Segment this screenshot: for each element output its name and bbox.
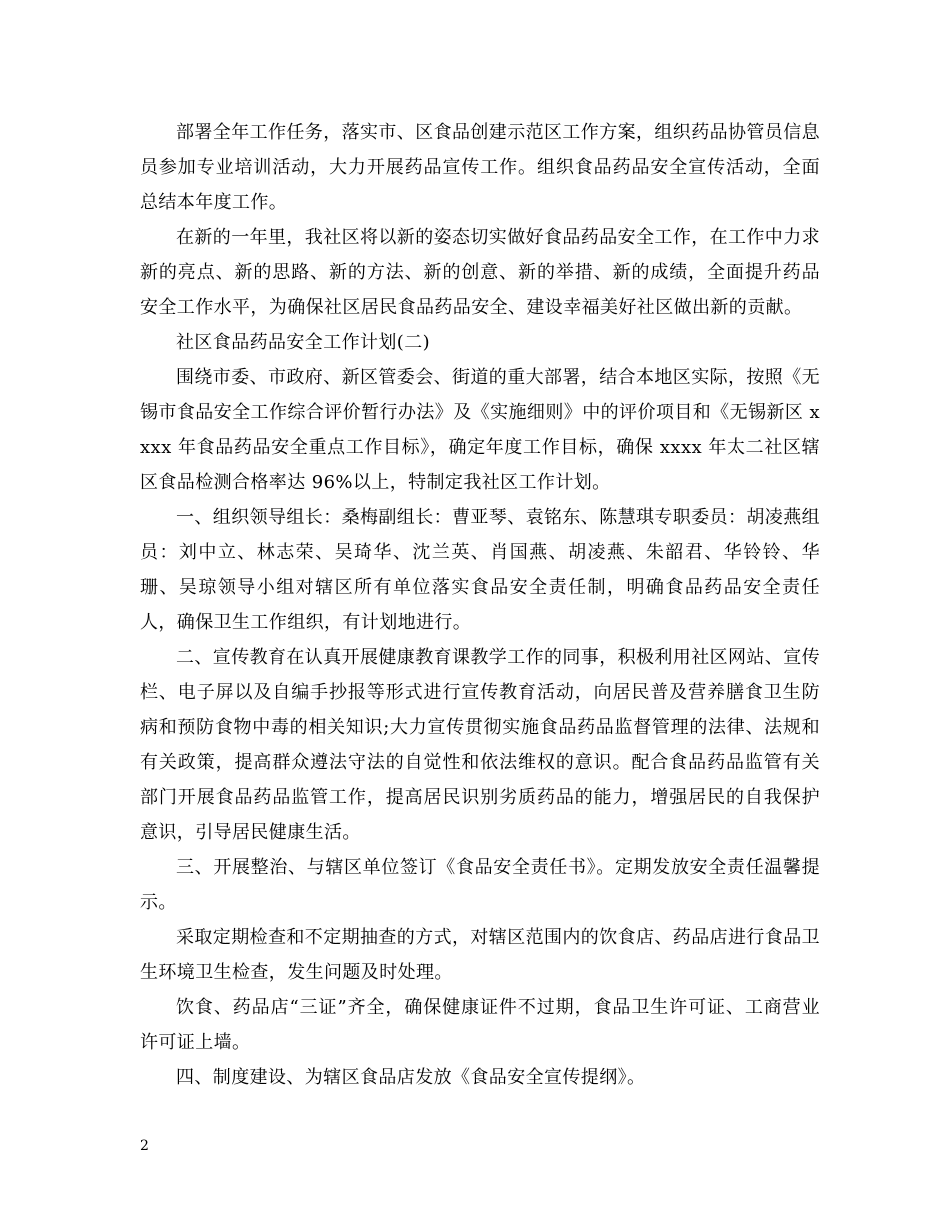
paragraph-6: 二、宣传教育在认真开展健康教育课教学工作的同事，积极利用社区网站、宣传栏、电子屏以及自编手抄报等形式进行宣传教育活动，向居民普及营养膳食卫生防病和预防食物中毒的相关知识;大力宣传贯彻实施食品药品监督管理的法律、法规和有关政策，提高群众遵法守法的自觉性和依法维权的意识。配合食品药品监管有关部门开展食品药品监管工作，提高居民识别劣质药品的能力，增强居民的自我保护意识，引导居民健康生活。 bbox=[140, 647, 820, 843]
paragraph-4: 围绕市委、市政府、新区管委会、街道的重大部署，结合本地区实际，按照《无锡市食品安全工作综合评价暂行办法》及《实施细则》中的评价项目和《无锡新区 xxxx 年食品药品安全重点工作目标》，确定年度工作目标，确保 xxxx 年太二社区辖区食品检测合格率达 96%以上，特制定我社区工作计划。 bbox=[140, 367, 820, 493]
page-number: 2 bbox=[140, 1138, 149, 1154]
paragraph-10: 四、制度建设、为辖区食品店发放《食品安全宣传提纲》。 bbox=[176, 1067, 646, 1088]
paragraph-2: 在新的一年里，我社区将以新的姿态切实做好食品药品安全工作，在工作中力求新的亮点、新的思路、新的方法、新的创意、新的举措、新的成绩，全面提升药品安全工作水平，为确保社区居民食品药品安全、建设幸福美好社区做出新的贡献。 bbox=[140, 227, 820, 318]
paragraph-5: 一、组织领导组长：桑梅副组长：曹亚琴、袁铭东、陈慧琪专职委员：胡凌燕组员：刘中立、林志荣、吴琦华、沈兰英、肖国燕、胡凌燕、朱韶君、华铃铃、华珊、吴琼领导小组对辖区所有单位落实食品安全责任制，明确食品药品安全责任人，确保卫生工作组织，有计划地进行。 bbox=[140, 507, 820, 633]
section-heading: 社区食品药品安全工作计划(二) bbox=[176, 332, 431, 353]
paragraph-8: 采取定期检查和不定期抽查的方式，对辖区范围内的饮食店、药品店进行食品卫生环境卫生检查，发生问题及时处理。 bbox=[140, 927, 820, 983]
document-body bbox=[140, 115, 820, 1095]
paragraph-7: 三、开展整治、与辖区单位签订《食品安全责任书》。定期发放安全责任温馨提示。 bbox=[140, 857, 820, 913]
paragraph-9: 饮食、药品店“三证”齐全，确保健康证件不过期，食品卫生许可证、工商营业许可证上墙。 bbox=[140, 997, 820, 1053]
paragraph-1: 部署全年工作任务，落实市、区食品创建示范区工作方案，组织药品协管员信息员参加专业培训活动，大力开展药品宣传工作。组织食品药品安全宣传活动，全面总结本年度工作。 bbox=[140, 122, 820, 213]
